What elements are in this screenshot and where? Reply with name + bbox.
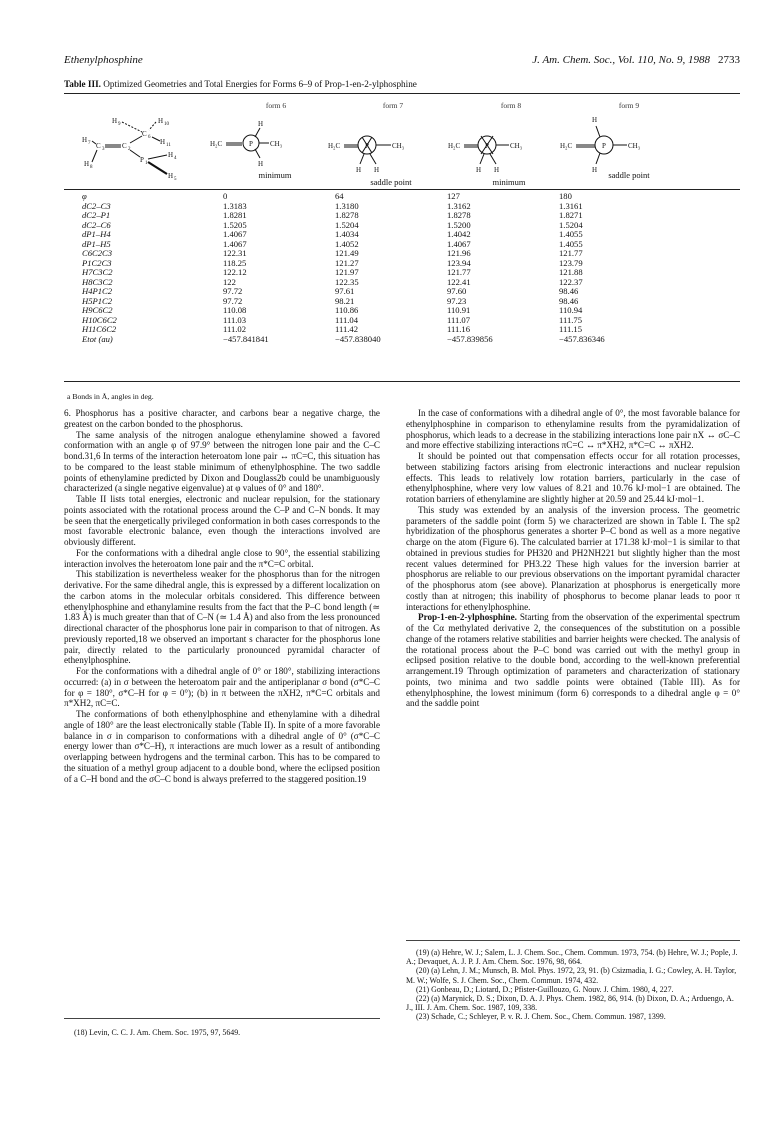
references-left [64, 1028, 380, 1037]
value-cell: 1.4034 [335, 229, 359, 239]
value-cell: 123.79 [559, 257, 583, 268]
running-header-title: Ethenylphosphine [64, 54, 143, 66]
table-row [64, 335, 671, 345]
value-cell: 111.42 [335, 324, 358, 334]
value-cell: 180 [559, 191, 572, 201]
svg-text:C: C [96, 142, 101, 150]
svg-text:H: H [112, 117, 118, 125]
value-cell: 1.8271 [559, 210, 583, 220]
value-cell: −457.839856 [447, 333, 493, 344]
table-footnote: a Bonds in Å, angles in deg. [67, 392, 154, 401]
paragraph: This stabilization is nevertheless weaker for the phosphorus than for the nitrogen derivative. For the same dihedral angle, this is expressed by a different localization on the carbon atoms in the molecular orbitals considered. This difference between ethenylphosphine and ethanylamine results from the fact that the P–C bond length (≃ 1.83 Å) is much greater than that of C–N (≃ 1.4 Å) and also from the less pronounced directional character of the phosphorus lone pair in comparison to that of nitrogen. As previously reported,18 we observed an important s character for the phosphorus lone pair, directly related to the particularly pronounced pyramidal character of ethenylphosphine. [64, 569, 380, 666]
value-cell: 1.4067 [447, 238, 471, 249]
value-cell: 121.77 [559, 248, 583, 258]
param-cell: H7C3C2 [82, 267, 113, 277]
svg-text:H: H [160, 138, 166, 146]
value-cell: 97.72 [223, 286, 243, 296]
value-cell: 122 [223, 276, 236, 287]
numbered-structure-diagram [64, 110, 214, 182]
right-column-text [406, 408, 740, 709]
value-cell: 111.02 [223, 324, 246, 334]
value-cell: 111.03 [223, 314, 246, 325]
geometry-table [64, 192, 671, 344]
value-cell: 1.4067 [223, 238, 247, 249]
table-header-rule [64, 189, 740, 190]
value-cell: 98.21 [335, 295, 355, 306]
value-cell: 118.25 [223, 257, 247, 268]
param-cell: C6C2C3 [82, 248, 113, 258]
value-cell: 1.5204 [559, 219, 583, 230]
paragraph-prop [406, 612, 740, 709]
table-title [64, 79, 417, 89]
form-9-caption: saddle point [608, 170, 650, 180]
value-cell: 1.8278 [335, 210, 359, 220]
table-caption: Optimized Geometries and Total Energies for Forms 6–9 of Prop-1-en-2-ylphosphine [103, 79, 417, 89]
value-cell: 1.4042 [447, 229, 471, 239]
value-cell: 122.35 [335, 276, 359, 287]
svg-text:H: H [158, 117, 164, 125]
svg-text:8: 8 [90, 165, 93, 170]
table-top-rule [64, 93, 740, 94]
running-header-journal [532, 54, 740, 66]
section-heading: Prop-1-en-2-ylphosphine. [418, 612, 517, 623]
value-cell: 1.5200 [447, 219, 471, 230]
svg-text:6: 6 [148, 135, 151, 140]
svg-text:H₂C: H₂C [328, 142, 341, 150]
param-cell: H4P1C2 [82, 286, 113, 296]
value-cell: 122.12 [223, 267, 247, 277]
value-cell: 122.37 [559, 276, 583, 287]
svg-text:CH₃: CH₃ [628, 142, 641, 150]
paragraph: Table II lists total energies, electronic and nuclear repulsion, for the stationary points associated with the rotational process around the C–P and C–N bonds. It may be seen that the energetically privileged conformation in both cases corresponds to the most favorable electronic balance, even though the interactions involved are obviously different. [64, 494, 380, 547]
value-cell: 121.49 [335, 248, 359, 258]
paragraph: In the case of conformations with a dihedral angle of 0°, the most favorable balance for ethenylphosphine in comparison to ethenylamine results from the pyramidalization of phosphorus, which leads to a decrease in the stabilizing interactions lone pair nX ↔ σC–C and more effective stabilizing interactions πC=C ↔ π*XH2, π*C=C ↔ πXH2. [406, 408, 740, 451]
value-cell: 121.97 [335, 267, 359, 277]
param-cell: dC2–P1 [82, 210, 111, 220]
paragraph: The same analysis of the nitrogen analogue ethenylamine showed a favored conformation with an angle φ of 97.9° between the nitrogen lone pair and the C–C bond.31,6 In terms of the interaction heteroatom lone pair ↔ πC=C, this situation has to be compared to the least stable minimum of ethenylphosphine. The two saddle points of ethenylamine predicted by Dixon and Douglass2b could be unambiguously characterized (a single negative eigenvalue) at φ values of 0° and 180°. [64, 429, 380, 494]
value-cell: 1.4067 [223, 229, 247, 239]
value-cell: 111.07 [447, 314, 470, 325]
svg-text:H: H [168, 172, 174, 180]
paragraph-body: Starting from the observation of the experimental spectrum of the Cα methylated derivative 2, the consequences of the substitution on a possible change of the rotamers relative stabilities and barrier heights were checked. The analysis of the rotational process about the P–C bond was carried out with the methyl group in eclipsed position relative to the double bond, according to the well-known preferential arrangement.19 Through optimization of parameters and characterization of stationary points, two minima and two saddle points were obtained (Table III). As for ethenylphosphine, the lowest minimum (form 6) corresponds to a dihedral angle φ = 0° and the saddle point [406, 612, 740, 709]
value-cell: 111.16 [447, 324, 470, 334]
form-9-header: form 9 [618, 101, 640, 110]
table-row [64, 278, 671, 288]
table-row [64, 287, 671, 297]
value-cell: 121.77 [447, 267, 471, 277]
svg-text:P: P [602, 142, 606, 150]
references-right [406, 948, 740, 1022]
value-cell: 1.8281 [223, 210, 247, 220]
value-cell: 111.04 [335, 314, 358, 325]
svg-text:CH₃: CH₃ [510, 142, 523, 150]
paragraph: The conformations of both ethenylphosphine and ethenylamine with a dihedral angle of 180° are the least electronically stable (Table II). In spite of a more favorable balance in σ in comparison to conformations with a dihedral angle of 0° (σ*C–C energy lower than σ*C–H), π interactions are much lower as a result of antibonding overlapping between hydrogens and the terminal carbon. This has to be compared to the situation of a methyl group adjacent to a double bond, where the eclipsed position of a C–H bond and the σC–C bond is always preferred to the staggered position.19 [64, 709, 380, 784]
value-cell: 98.46 [559, 295, 579, 306]
svg-text:H: H [476, 166, 482, 174]
value-cell: −457.838040 [335, 333, 381, 344]
footnote-separator-left [64, 1018, 380, 1019]
value-cell: 122.41 [447, 276, 471, 287]
svg-text:H: H [356, 166, 362, 174]
svg-text:H: H [168, 151, 174, 159]
svg-text:9: 9 [118, 122, 121, 127]
value-cell: 123.94 [447, 257, 471, 268]
value-cell: 1.4055 [559, 229, 583, 239]
value-cell: 110.86 [335, 305, 359, 315]
value-cell: 127 [447, 191, 460, 201]
form-8-caption: minimum [492, 177, 526, 187]
paragraph: 6. Phosphorus has a positive character, and carbons bear a negative charge, the greatest on the carbon bonded to the phosphorus. [64, 408, 380, 429]
svg-text:H₂C: H₂C [560, 142, 573, 150]
svg-text:11: 11 [166, 143, 171, 148]
svg-text:H: H [82, 136, 88, 144]
svg-text:2: 2 [128, 147, 131, 152]
value-cell: 121.88 [559, 267, 583, 277]
form-6-header: form 6 [265, 101, 287, 110]
param-cell: dC2–C3 [82, 200, 111, 211]
svg-text:4: 4 [174, 156, 177, 161]
value-cell: 97.72 [223, 295, 243, 306]
table-bottom-rule [64, 381, 740, 382]
value-cell: 121.27 [335, 257, 359, 268]
value-cell: 111.75 [559, 314, 582, 325]
paragraph: For the conformations with a dihedral angle of 0° or 180°, stabilizing interactions occurred: (a) in σ between the heteroatom pair and the antiperiplanar σ bond (σ*C–C for φ = 180°, σ*C–H for φ = 0°); (b) in π between the πXH2, π*C=C orbitals and π*XH2, πC=C. [64, 666, 380, 709]
journal-citation: J. Am. Chem. Soc., Vol. 110, No. 9, 1988 [532, 54, 710, 66]
value-cell: 1.5205 [223, 219, 247, 230]
paragraph: It should be pointed out that compensation effects occur for all rotation processes, between stabilizing factors arising from electronic interactions and nuclear repulsion effects. This leads to relatively low rotation barriers, particularly in the case of ethenylphosphine, where very low values of 8.21 and 10.76 kJ·mol−1 are obtained. The rotation barriers of ethenylamine are slightly higher at 20.59 and 25.44 kJ·mol−1. [406, 451, 740, 504]
table-label: Table III. [64, 79, 101, 89]
param-cell: H11C6C2 [82, 324, 117, 334]
param-cell: dP1–H5 [82, 238, 111, 249]
svg-text:P: P [140, 156, 144, 164]
svg-text:H: H [374, 166, 380, 174]
param-cell: Etot (au) [82, 333, 113, 344]
svg-text:P: P [249, 140, 253, 148]
reference-item: (19) (a) Hehre, W. J.; Salem, L. J. Chem. Soc., Chem. Commun. 1973, 754. (b) Hehre, W. J.; Pople, J. A.; Devaquet, A. J. P. J. Am. Chem. Soc. 1976, 98, 664. [406, 948, 738, 967]
param-cell: dP1–H4 [82, 229, 111, 239]
svg-text:H: H [84, 160, 90, 168]
svg-text:H: H [494, 166, 500, 174]
svg-text:H: H [258, 120, 264, 128]
svg-text:H: H [592, 116, 598, 124]
value-cell: 110.08 [223, 305, 247, 315]
form-7-header: form 7 [382, 101, 404, 110]
value-cell: 1.3162 [447, 200, 471, 211]
reference-item: (21) Gonbeau, D.; Liotard, D.; Pfister-Guillouzo, G. Nouv. J. Chim. 1980, 4, 227. [416, 984, 674, 994]
page-number: 2733 [718, 54, 740, 66]
value-cell: 1.3180 [335, 200, 359, 211]
param-cell: H10C6C2 [82, 314, 117, 325]
value-cell: 1.3183 [223, 200, 247, 211]
value-cell: 97.23 [447, 295, 467, 306]
svg-text:H: H [258, 160, 264, 168]
svg-text:P: P [365, 142, 369, 150]
value-cell: 121.96 [447, 248, 471, 258]
value-cell: 122.31 [223, 248, 247, 258]
value-cell: 98.46 [559, 286, 579, 296]
value-cell: 110.91 [447, 305, 471, 315]
value-cell: −457.841841 [223, 333, 269, 344]
reference-item: (20) (a) Lehn, J. M.; Munsch, B. Mol. Phys. 1972, 23, 91. (b) Csizmadia, I. G.; Cowley, A. H. Taylor, M. W.; Wolfe, S. J. Chem. Soc., Chem. Commun. 1974, 432. [406, 966, 737, 985]
param-cell: H9C6C2 [82, 305, 113, 315]
svg-text:C: C [142, 130, 147, 138]
left-column-text [64, 408, 380, 784]
reference-item: (23) Schade, C.; Schleyer, P. v. R. J. Chem. Soc., Chem. Commun. 1987, 1399. [416, 1012, 666, 1022]
paragraph: This study was extended by an analysis of the inversion process. The geometric parameters of the saddle point (form 5) we characterized are shown in Table I. The sp2 hybridization of the phosphorus generates a shorter P–C bond as well as a more negative charge on the atom (Figure 6). The calculated barrier at 171.38 kJ·mol−1 is similar to that obtained in previous studies for PH320 and PH2NH221 but slightly higher than the most recent values determined for PH3.22 These high values for the inversion barrier at phosphorus are reliable to our previous observations on the important pyramidal character of the phosphorus atom (see above). Planarization at phosphorus is energetically more costly than at nitrogen; this inability of phosphorus to become planar leads to poor π interactions for ethenylphosphine. [406, 504, 740, 612]
param-cell: H8C3C2 [82, 276, 113, 287]
value-cell: 97.61 [335, 286, 355, 296]
svg-text:CH₃: CH₃ [270, 140, 283, 148]
svg-text:10: 10 [164, 122, 169, 127]
form-8-structure [436, 110, 556, 182]
value-cell: 111.15 [559, 324, 582, 334]
value-cell: 1.5204 [335, 219, 359, 230]
value-cell: 64 [335, 191, 344, 201]
reference-item: (22) (a) Marynick, D. S.; Dixon, D. A. J. Phys. Chem. 1982, 86, 914. (b) Dixon, D. A.; Arduengo, A. J., III. J. Am. Chem. Soc. 1987, 109, 338. [406, 994, 734, 1013]
footnote-separator-right [406, 940, 740, 941]
value-cell: 1.4052 [335, 238, 359, 249]
value-cell: 97.60 [447, 286, 467, 296]
svg-text:CH₃: CH₃ [392, 142, 405, 150]
paragraph: For the conformations with a dihedral angle close to 90°, the essential stabilizing interaction involves the heteroatom lone pair and the π*C=C orbital. [64, 547, 380, 569]
param-cell: P1C2C3 [82, 257, 112, 268]
value-cell: 1.4055 [559, 238, 583, 249]
form-6-caption: minimum [258, 170, 292, 180]
form-7-structure [318, 110, 438, 182]
param-cell: H5P1C2 [82, 295, 113, 306]
svg-text:5: 5 [174, 177, 177, 182]
svg-text:7: 7 [88, 141, 91, 146]
reference-item: (18) Levin, C. C. J. Am. Chem. Soc. 1975, 97, 5649. [74, 1028, 241, 1037]
svg-text:H₂C: H₂C [210, 140, 223, 148]
svg-text:H: H [592, 166, 598, 174]
svg-text:1: 1 [145, 161, 148, 166]
svg-text:C: C [122, 142, 127, 150]
value-cell: 1.3161 [559, 200, 583, 211]
form-7-caption: saddle point [370, 177, 412, 187]
form-8-header: form 8 [500, 101, 522, 110]
param-cell: dC2–C6 [82, 219, 111, 230]
svg-text:P: P [485, 142, 489, 150]
value-cell: 110.94 [559, 305, 583, 315]
svg-text:H₂C: H₂C [448, 142, 461, 150]
value-cell: 0 [223, 191, 228, 201]
svg-text:3: 3 [102, 147, 105, 152]
param-cell: φ [82, 191, 87, 201]
value-cell: 1.8278 [447, 210, 471, 220]
value-cell: −457.836346 [559, 333, 605, 344]
